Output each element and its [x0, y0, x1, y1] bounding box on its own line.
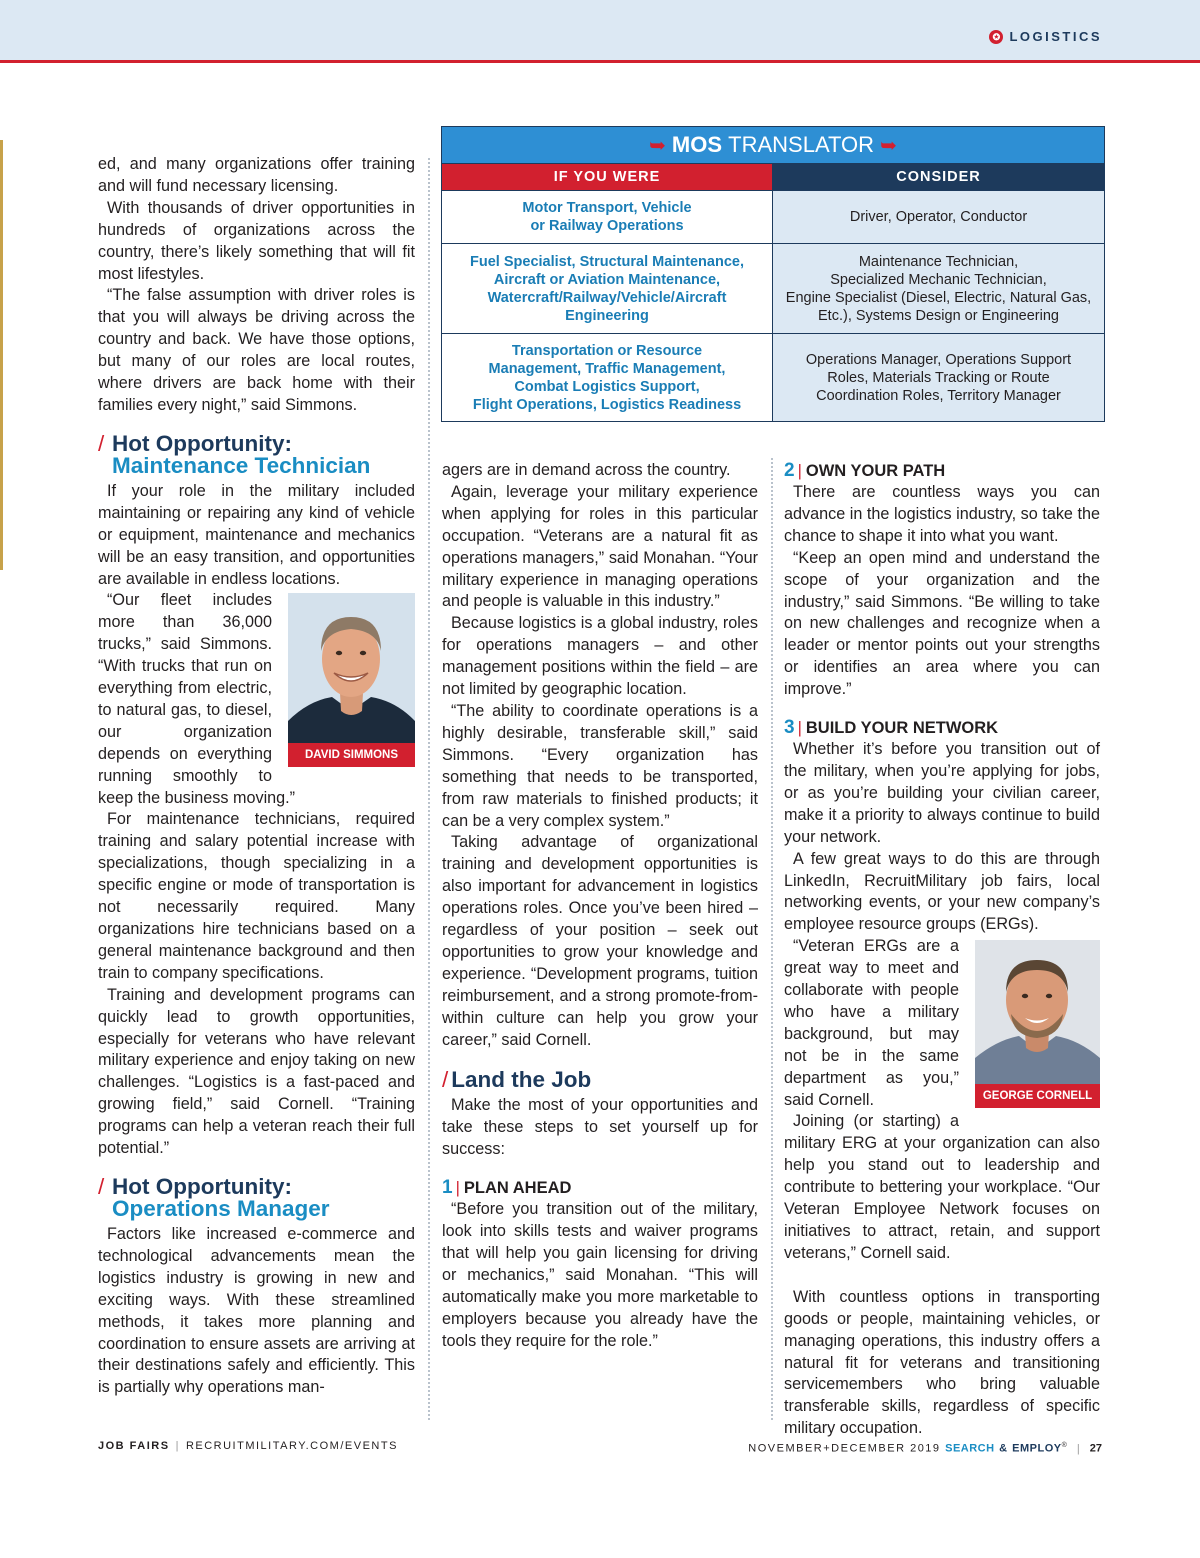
- article-column-1: [98, 154, 415, 1399]
- body-paragraph: “Our fleet includes more than 36,000 trucks,” said Simmons. “With trucks that run on everything from electric, to natural gas, to diesel, our organization depends on everything running smoothly to keep the business moving.”: [98, 591, 296, 807]
- body-paragraph: “Veteran ERGs are a great way to meet and collaborate with people who have a military background, but may not be in the same department as you,” said Cornell.: [784, 937, 959, 1109]
- footer-job-fairs: JOB FAIRS: [98, 1440, 170, 1452]
- body-paragraph: If your role in the military included maintaining or repairing any kind of vehicle or equipment, maintenance and mechanics will be an easy transition, and opportunities are available in endless locations.: [98, 481, 415, 588]
- cell-line: Maintenance Technician,: [858, 253, 1019, 270]
- page-number: 27: [1089, 1442, 1102, 1455]
- cell-line: Aircraft or Aviation Maintenance,: [493, 271, 721, 288]
- hot-opportunity-heading-maintenance: [98, 430, 415, 478]
- table-row: [442, 243, 1104, 333]
- consider-cell: [773, 244, 1104, 333]
- cell-line: Operations Manager, Operations Support: [805, 351, 1072, 368]
- body-paragraph: agers are in demand across the country.: [442, 461, 731, 479]
- star-badge-icon: ✪: [989, 30, 1003, 44]
- photo-george-cornell: [975, 940, 1100, 1108]
- if-you-were-cell: [442, 334, 773, 421]
- footer-right: [748, 1442, 1102, 1455]
- heading-line: Operations Manager: [112, 1195, 330, 1221]
- step-number: 2: [784, 460, 795, 481]
- mos-title-bold: MOS: [671, 132, 723, 157]
- slash-mark: /: [98, 430, 105, 456]
- article-column-3: [784, 460, 1100, 1440]
- cell-line: Roles, Materials Tracking or Route: [827, 369, 1050, 386]
- step-title: PLAN AHEAD: [463, 1179, 572, 1198]
- step-heading-build-your-network: [784, 717, 1100, 739]
- section-label-text: LOGISTICS: [1009, 29, 1102, 44]
- step-divider: |: [797, 462, 802, 480]
- body-paragraph: Again, leverage your military experience when applying for roles in this particular occupation. “Veterans are a natural fit as operations managers,” said Monahan. “Your military experience in managing operations and people is valuable in this industry.”: [442, 482, 758, 611]
- photo-david-simmons: [288, 593, 415, 767]
- slash-mark: /: [442, 1067, 449, 1093]
- cell-line: Specialized Mechanic Technician,: [830, 271, 1047, 288]
- consider-cell: [773, 334, 1104, 421]
- body-paragraph: “The false assumption with driver roles is that you will always be driving across the country and back. We have those options, but many of our roles are local routes, where drivers are back home with their families every night,” said Simmons.: [98, 286, 415, 414]
- body-paragraph: With countless options in transporting goods or people, maintaining vehicles, or managing operations, this industry offers a natural fit for veterans and transitioning servicemembers who bring valuable transferable skills, regardless of specific military occupation.: [784, 1287, 1100, 1438]
- body-paragraph: ed, and many organizations offer training and will fund necessary licensing.: [98, 155, 415, 195]
- mos-table-title: [442, 127, 1104, 163]
- if-you-were-cell: [442, 244, 773, 333]
- cell-line: Fuel Specialist, Structural Maintenance,: [470, 253, 744, 270]
- body-paragraph: Joining (or starting) a military ERG at your organization can also help you stand out to leadership and contribute to bettering your workplace. “Our Veteran Employee Network focuses on initiatives to attract, retain, and support veterans,” Cornell said.: [784, 1112, 1100, 1262]
- step-heading-plan-ahead: [442, 1177, 758, 1199]
- footer-url: RECRUITMILITARY.COM/EVENTS: [185, 1440, 398, 1452]
- body-paragraph: A few great ways to do this are through LinkedIn, RecruitMilitary job fairs, local networking events, or your new company’s employee resource groups (ERGs).: [784, 849, 1100, 934]
- cell-line: Engineering: [565, 307, 649, 324]
- cell-line: Engine Specialist (Diesel, Electric, Natural Gas,: [785, 289, 1092, 306]
- heading-line: Maintenance Technician: [112, 452, 371, 478]
- cell-line: or Railway Operations: [530, 218, 684, 234]
- brand-search: SEARCH: [945, 1442, 995, 1455]
- hot-opportunity-heading-operations: [98, 1173, 415, 1221]
- body-paragraph: Because logistics is a global industry, roles for operations managers – and other management positions within the field – are not limited by geographic location.: [442, 614, 758, 699]
- heading-line: Hot Opportunity:: [112, 430, 292, 456]
- mos-translator-table: [441, 126, 1105, 422]
- col-header-consider: CONSIDER: [773, 164, 1104, 190]
- step-number: 1: [442, 1177, 453, 1199]
- body-paragraph: Make the most of your opportunities and take these steps to set yourself up for success:: [442, 1096, 758, 1159]
- slash-mark: /: [98, 1173, 105, 1199]
- footer-left: [98, 1440, 398, 1452]
- cell-line: Combat Logistics Support,: [514, 378, 700, 395]
- column-divider: [771, 458, 773, 1420]
- step-title: OWN YOUR PATH: [805, 462, 946, 480]
- photo-caption: DAVID SIMMONS: [288, 743, 415, 767]
- brand-amp: &: [999, 1442, 1008, 1455]
- registered-mark: ®: [1061, 1442, 1069, 1449]
- cell-line: Coordination Roles, Territory Manager: [816, 387, 1061, 404]
- footer-issue-date: NOVEMBER+DECEMBER 2019: [748, 1442, 941, 1455]
- footer-separator: |: [175, 1440, 180, 1452]
- cell-line: Etc.), Systems Design or Engineering: [818, 307, 1059, 324]
- portrait-image: [288, 593, 415, 743]
- article-column-2: [442, 460, 758, 1353]
- step-heading-own-your-path: [784, 460, 1100, 482]
- body-paragraph: Training and development programs can quickly lead to growth opportunities, especially for veterans who have relevant military experience and enjoy taking on new challenges. “Logistics is a fast-paced and growing field,” said Cornell. “Training programs can help a veteran reach their full potential.”: [98, 985, 415, 1158]
- step-number: 3: [784, 717, 795, 739]
- col-header-if-you-were: IF YOU WERE: [442, 164, 773, 190]
- photo-caption: GEORGE CORNELL: [975, 1084, 1100, 1108]
- cell-line: Motor Transport, Vehicle: [522, 200, 692, 216]
- cell-line: Transportation or Resource: [511, 342, 703, 359]
- header-rule: [0, 60, 1200, 63]
- body-paragraph: Whether it’s before you transition out of the military, when you’re applying for jobs, or as you’re building your civilian career, make it a priority to always continue to build your network.: [784, 740, 1100, 846]
- mos-title-rest: TRANSLATOR: [728, 132, 875, 157]
- mos-table-header: [442, 163, 1104, 190]
- cell-line: Watercraft/Railway/Vehicle/Aircraft: [487, 289, 727, 306]
- body-paragraph: “The ability to coordinate operations is a highly desirable, transferable skill,” said Simmons. “Every organization has something that needs to be transported, from raw materials to finished products; it can be a very complex system.”: [442, 701, 758, 830]
- body-paragraph: Factors like increased e-commerce and technological advancements mean the logistics industry is growing in new and exciting ways. With these streamlined methods, it takes more planning and coordination to ensure assets are arriving at their destinations safely and efficiently. This is partially why operations man-: [98, 1224, 415, 1397]
- body-paragraph: Taking advantage of organizational training and development opportunities is also important for advancement in logistics operations roles. Once you’ve been hired – regardless of your position – seek out opportunities to grow your knowledge and experience. “Development programs, tuition reimbursement, and a strong promote-from-within culture can help you grow your career,” said Cornell.: [442, 833, 758, 1049]
- if-you-were-cell: [442, 191, 773, 243]
- table-row: [442, 333, 1104, 421]
- portrait-image: [975, 940, 1100, 1084]
- heading-line: Hot Opportunity:: [112, 1173, 292, 1199]
- arrow-right-icon: ➥: [880, 135, 897, 157]
- body-paragraph: With thousands of driver opportunities in hundreds of organizations across the country, there’s likely something that will fit most lifestyles.: [98, 198, 415, 283]
- body-paragraph: There are countless ways you can advance in the logistics industry, so take the chance to shape it into what you want.: [784, 483, 1100, 545]
- cell-line: Flight Operations, Logistics Readiness: [472, 396, 742, 413]
- step-title: BUILD YOUR NETWORK: [805, 719, 999, 738]
- footer-separator: |: [1076, 1442, 1082, 1455]
- page-edge-strip: [0, 140, 3, 570]
- table-row: [442, 190, 1104, 243]
- land-the-job-heading: [442, 1067, 758, 1093]
- heading-text: Land the Job: [451, 1067, 592, 1093]
- arrow-left-icon: ➥: [649, 135, 666, 157]
- body-paragraph: For maintenance technicians, required training and salary potential increase with specializations, though specializing in a specific engine or mode of transportation is not necessarily required. Many organizations hire technicians based on a general maintenance background and then train to company specifications.: [98, 810, 415, 982]
- step-divider: |: [797, 719, 802, 738]
- body-paragraph: “Before you transition out of the military, look into skills tests and waiver programs that will help you gain licensing for driving or mechanics,” said Monahan. “This will automatically make you more marketable to employers because you already have the tools they require for the role.”: [442, 1200, 758, 1350]
- step-divider: |: [455, 1179, 460, 1198]
- brand-employ: EMPLOY: [1012, 1442, 1062, 1455]
- consider-cell: [773, 191, 1104, 243]
- column-divider: [428, 158, 430, 1420]
- cell-line: Management, Traffic Management,: [488, 360, 726, 377]
- cell-line: Driver, Operator, Conductor: [849, 209, 1028, 225]
- section-label: [989, 29, 1102, 44]
- body-paragraph: “Keep an open mind and understand the scope of your organization and the industry,” said Simmons. “Be willing to take on new challenges and recognize when a leader or mentor points out your strengths or identifies an area where you can improve.”: [784, 548, 1100, 699]
